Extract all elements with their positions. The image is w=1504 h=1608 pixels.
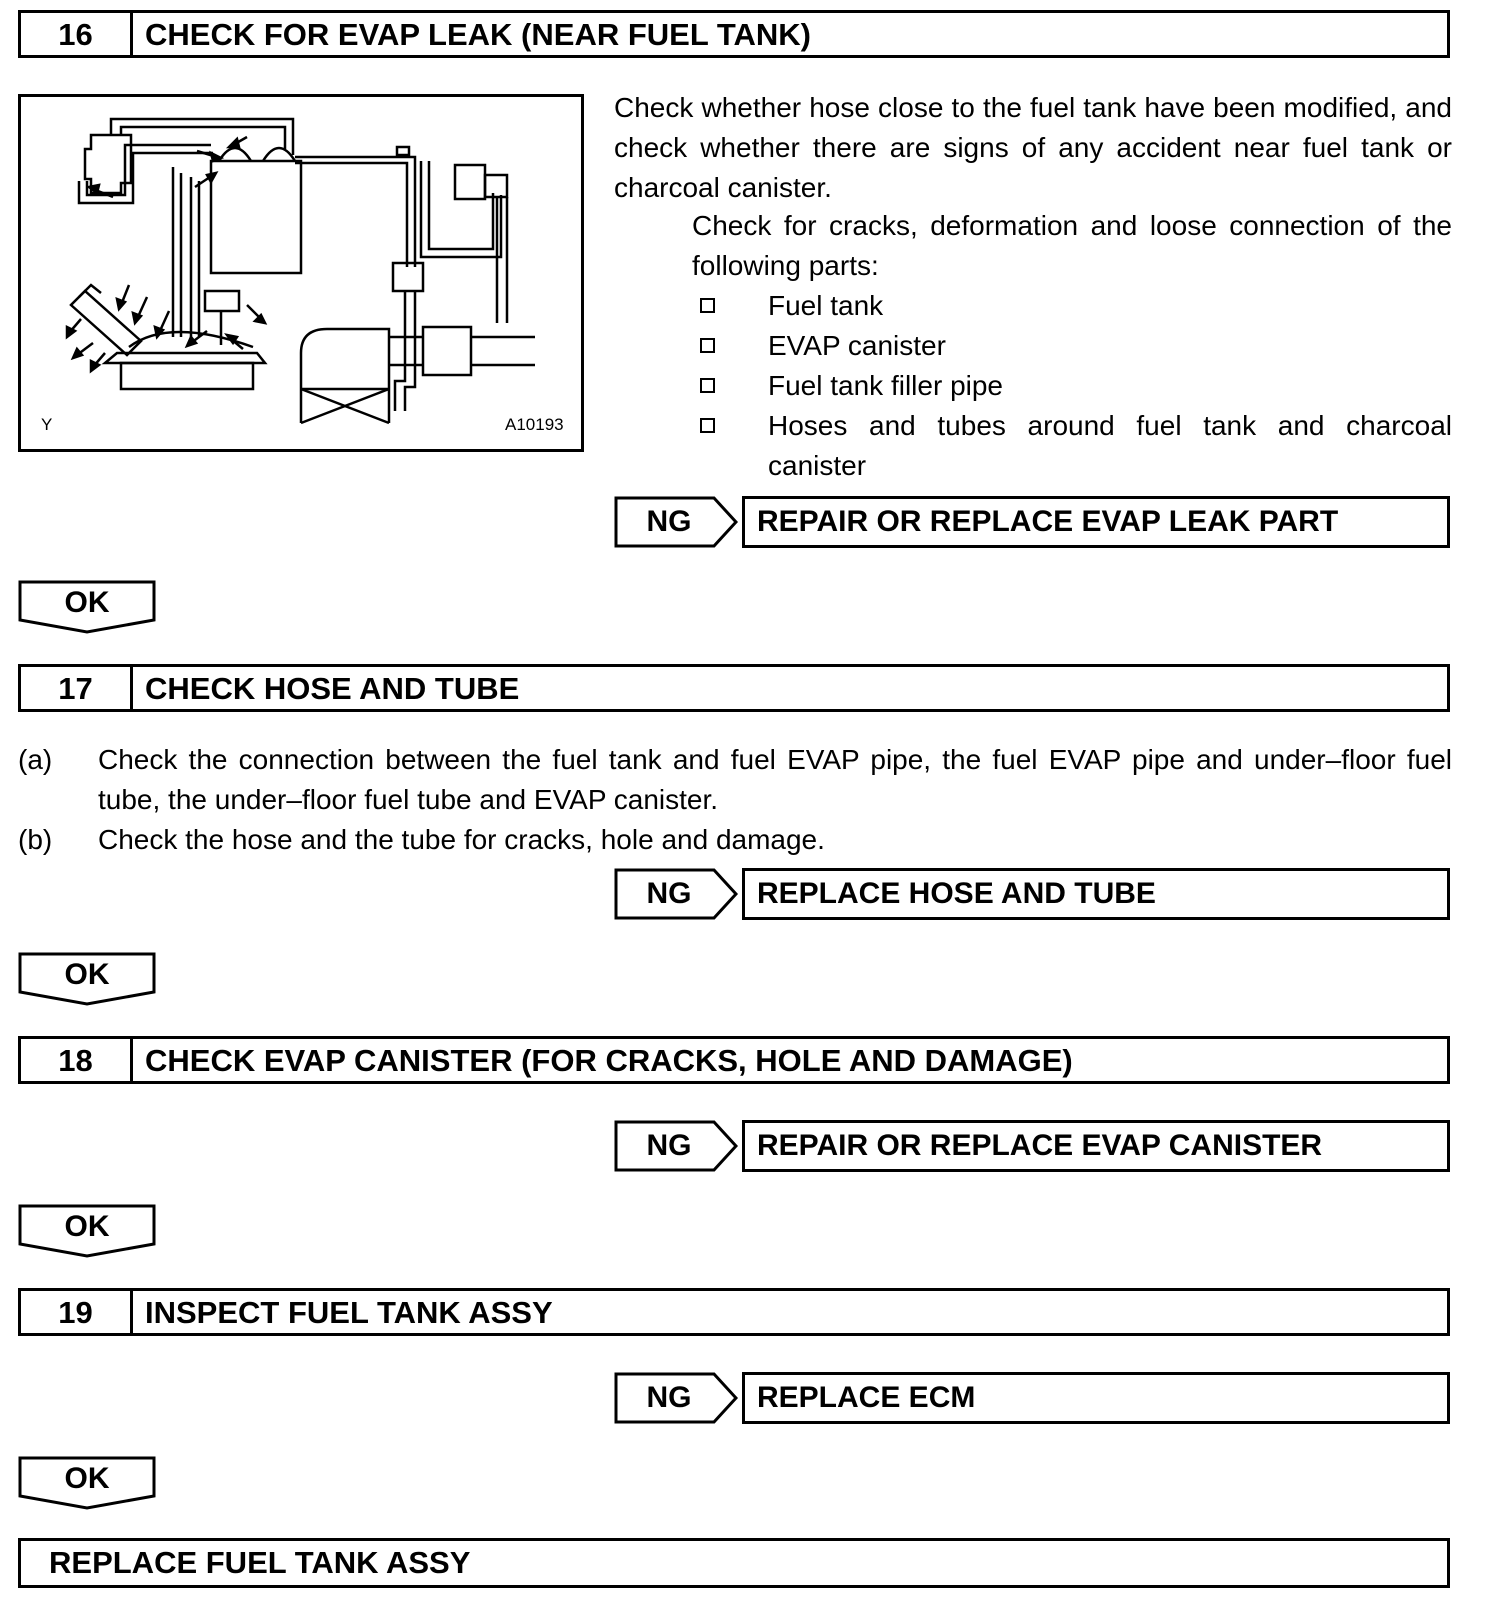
ng-result: REPLACE HOSE AND TUBE [742, 868, 1450, 920]
part-item: Hoses and tubes around fuel tank and charcoal canister [700, 406, 1452, 486]
ok-label: OK [64, 1462, 110, 1495]
evap-diagram-illustration [21, 97, 581, 449]
part-item: Fuel tank filler pipe [700, 366, 1452, 406]
ok-label: OK [64, 958, 110, 991]
ng-result: REPAIR OR REPLACE EVAP CANISTER [742, 1120, 1450, 1172]
step-number: 16 [21, 13, 133, 55]
final-action-box: REPLACE FUEL TANK ASSY [18, 1538, 1450, 1588]
part-item: Fuel tank [700, 286, 1452, 326]
ok-label: OK [64, 586, 110, 619]
ng-branch-17 [614, 868, 1450, 920]
ng-branch-19 [614, 1372, 1450, 1424]
ng-label: NG [646, 505, 692, 538]
checkbox-square-icon [700, 418, 715, 433]
step-title: CHECK EVAP CANISTER (FOR CRACKS, HOLE AND DAMAGE) [145, 1043, 1073, 1078]
step-16-header [18, 10, 1450, 58]
step-title: INSPECT FUEL TANK ASSY [145, 1295, 553, 1330]
ng-label: NG [646, 1381, 692, 1414]
part-item: EVAP canister [700, 326, 1452, 366]
evap-system-diagram [18, 94, 584, 452]
step-19-header [18, 1288, 1450, 1336]
step-title: CHECK HOSE AND TUBE [145, 671, 520, 706]
step-title: CHECK FOR EVAP LEAK (NEAR FUEL TANK) [145, 17, 811, 52]
step-number: 17 [21, 667, 133, 709]
step-number: 19 [21, 1291, 133, 1333]
checkbox-square-icon [700, 378, 715, 393]
ok-tag-16 [18, 580, 156, 634]
step-16-intro: Check whether hose close to the fuel tank have been modified, and check whether there are signs of any accident near fuel tank or charcoal canister. [614, 92, 1452, 203]
figure-left-label: Y [41, 415, 53, 434]
item-text: Check the connection between the fuel tank and fuel EVAP pipe, the fuel EVAP pipe and under–floor fuel tube, the under–floor fuel tube and EVAP canister. [98, 744, 1452, 815]
ng-branch-18 [614, 1120, 1450, 1172]
ng-label: NG [646, 1129, 692, 1162]
item-marker: (a) [18, 744, 53, 775]
item-marker: (b) [18, 824, 53, 855]
ok-label: OK [64, 1210, 110, 1243]
step-18-header [18, 1036, 1450, 1084]
figure-code: A10193 [505, 415, 564, 434]
item-text: Check the hose and the tube for cracks, hole and damage. [98, 824, 825, 855]
ng-result: REPLACE ECM [742, 1372, 1450, 1424]
ng-result: REPAIR OR REPLACE EVAP LEAK PART [742, 496, 1450, 548]
step-17-header [18, 664, 1450, 712]
checkbox-square-icon [700, 298, 715, 313]
checkbox-square-icon [700, 338, 715, 353]
ok-tag-19 [18, 1456, 156, 1510]
ng-branch-16 [614, 496, 1450, 548]
ng-label: NG [646, 877, 692, 910]
ok-tag-18 [18, 1204, 156, 1258]
ok-tag-17 [18, 952, 156, 1006]
step-number: 18 [21, 1039, 133, 1081]
step-16-instruction: Check for cracks, deformation and loose connection of the following parts: [692, 210, 1452, 281]
